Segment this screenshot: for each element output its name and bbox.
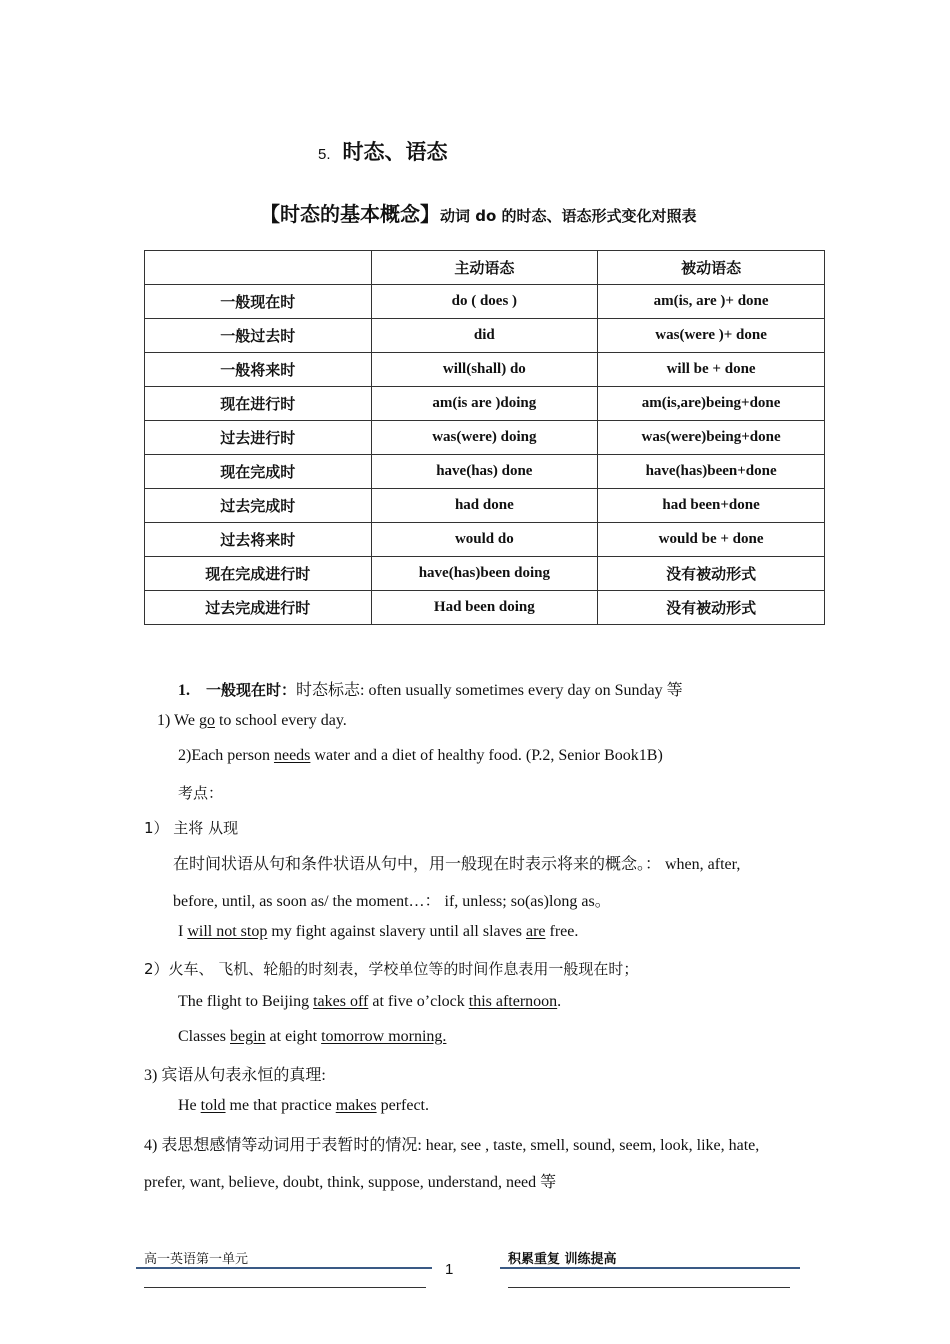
example-text: perfect.	[376, 1097, 429, 1114]
table-row	[145, 387, 825, 421]
active-voice-cell: had done	[371, 489, 598, 523]
active-voice-cell: do ( does )	[371, 285, 598, 319]
active-voice-cell: was(were) doing	[371, 421, 598, 455]
table-row	[145, 353, 825, 387]
kaodian-label: 考点：	[178, 784, 224, 802]
footer-underline-right	[508, 1287, 790, 1288]
point-2-example-1	[178, 993, 561, 1011]
example-verb: go	[198, 712, 215, 729]
active-voice-cell: did	[371, 319, 598, 353]
tense-name-cell: 过去进行时	[145, 421, 372, 455]
example-text: to school every day.	[214, 712, 347, 729]
table-row	[145, 421, 825, 455]
point-1-line-2: before, until, as soon as/ the moment…： if, unless; so(as)long as。	[173, 893, 611, 910]
example-text: at eight	[265, 1028, 322, 1045]
point-2-title: 2）火车、 飞机、轮船的时刻表，学校单位等的时间作息表用一般现在时；	[144, 960, 639, 978]
section1-markers: 时态标志: often usually sometimes every day on Sunday 等	[296, 682, 683, 699]
section1-title: 一般现在时：	[206, 681, 297, 699]
passive-voice-cell: will be + done	[598, 353, 825, 387]
point-1-example	[178, 923, 578, 941]
example-text: I	[178, 923, 188, 940]
footer-underline-left	[144, 1287, 426, 1288]
point-3-title: 3) 宾语从句表永恒的真理:	[144, 1067, 326, 1084]
tense-name-cell: 过去完成时	[145, 489, 372, 523]
tense-name-cell: 现在完成时	[145, 455, 372, 489]
passive-voice-cell: 没有被动形式	[598, 591, 825, 625]
tense-voice-table	[144, 250, 825, 625]
page-number: 1	[445, 1261, 454, 1278]
table-row	[145, 455, 825, 489]
tense-name-cell: 一般现在时	[145, 285, 372, 319]
table-row	[145, 319, 825, 353]
table-row	[145, 523, 825, 557]
point-1-line-1: 在时间状语从句和条件状语从句中，用一般现在时表示将来的概念。： when, after,	[173, 856, 741, 873]
point-4-line-2: prefer, want, believe, doubt, think, suppose, understand, need 等	[144, 1174, 557, 1191]
point-3-example	[178, 1097, 429, 1115]
table-header-cell: 主动语态	[371, 251, 598, 285]
example-text: at five o’clock	[368, 993, 469, 1010]
footer-motto: 积累重复 训练提高	[508, 1252, 617, 1267]
tense-name-cell: 一般将来时	[145, 353, 372, 387]
example-verb: needs	[273, 747, 311, 764]
active-voice-cell: Had been doing	[371, 591, 598, 625]
example-1	[157, 712, 347, 730]
caption-bracket: 【时态的基本概念】	[260, 202, 440, 226]
example-verb: are	[525, 923, 546, 940]
active-voice-cell: am(is are )doing	[371, 387, 598, 421]
example-time: this afternoon	[468, 993, 558, 1010]
passive-voice-cell: have(has)been+done	[598, 455, 825, 489]
active-voice-cell: will(shall) do	[371, 353, 598, 387]
active-voice-cell: have(has) done	[371, 455, 598, 489]
example-text: Classes	[178, 1028, 230, 1045]
section1-heading	[178, 677, 683, 700]
example-text: 1) We	[157, 712, 199, 729]
passive-voice-cell: was(were)being+done	[598, 421, 825, 455]
tense-name-cell: 现在进行时	[145, 387, 372, 421]
table-row	[145, 591, 825, 625]
section1-number: 1.	[178, 682, 190, 699]
caption-text: 动词 do 的时态、语态形式变化对照表	[440, 207, 697, 225]
example-text: 2)Each person	[178, 747, 274, 764]
passive-voice-cell: would be + done	[598, 523, 825, 557]
example-text: water and a diet of healthy food. (P.2, Senior Book1B)	[310, 747, 663, 764]
passive-voice-cell: was(were )+ done	[598, 319, 825, 353]
footer-rule-left	[136, 1267, 432, 1269]
table-row	[145, 489, 825, 523]
example-verb: told	[200, 1097, 226, 1114]
section-title: 时态、语态	[342, 140, 448, 164]
table-row	[145, 557, 825, 591]
tense-name-cell: 过去将来时	[145, 523, 372, 557]
table-header-cell	[145, 251, 372, 285]
example-verb: begin	[230, 1028, 266, 1045]
table-header-row	[145, 251, 825, 285]
example-2	[178, 747, 663, 765]
passive-voice-cell: 没有被动形式	[598, 557, 825, 591]
tense-name-cell: 现在完成进行时	[145, 557, 372, 591]
point-1-title: 1） 主将 从现	[144, 819, 239, 837]
tense-name-cell: 过去完成进行时	[145, 591, 372, 625]
section-heading	[318, 136, 448, 166]
table-caption	[260, 198, 697, 227]
example-verb: makes	[335, 1097, 377, 1114]
passive-voice-cell: am(is,are)being+done	[598, 387, 825, 421]
example-text: my fight against slavery until all slaves	[267, 923, 526, 940]
example-verb: takes off	[313, 993, 369, 1010]
example-text: The flight to Beijing	[178, 993, 314, 1010]
tense-name-cell: 一般过去时	[145, 319, 372, 353]
example-text: .	[557, 993, 562, 1010]
active-voice-cell: would do	[371, 523, 598, 557]
table-header-cell: 被动语态	[598, 251, 825, 285]
example-verb: will not stop	[187, 923, 268, 940]
footer-unit-label: 高一英语第一单元	[144, 1252, 249, 1267]
section-number: 5.	[318, 146, 331, 163]
point-4-line-1: 4) 表思想感情等动词用于表暂时的情况: hear, see , taste, smell, sound, seem, look, like, hate,	[144, 1137, 760, 1154]
table-row	[145, 285, 825, 319]
footer-rule-right	[500, 1267, 800, 1269]
passive-voice-cell: am(is, are )+ done	[598, 285, 825, 319]
example-text: free.	[545, 923, 579, 940]
active-voice-cell: have(has)been doing	[371, 557, 598, 591]
example-text: me that practice	[225, 1097, 336, 1114]
example-time: tomorrow morning.	[321, 1028, 447, 1045]
passive-voice-cell: had been+done	[598, 489, 825, 523]
point-2-example-2	[178, 1028, 446, 1046]
example-text: He	[178, 1097, 201, 1114]
